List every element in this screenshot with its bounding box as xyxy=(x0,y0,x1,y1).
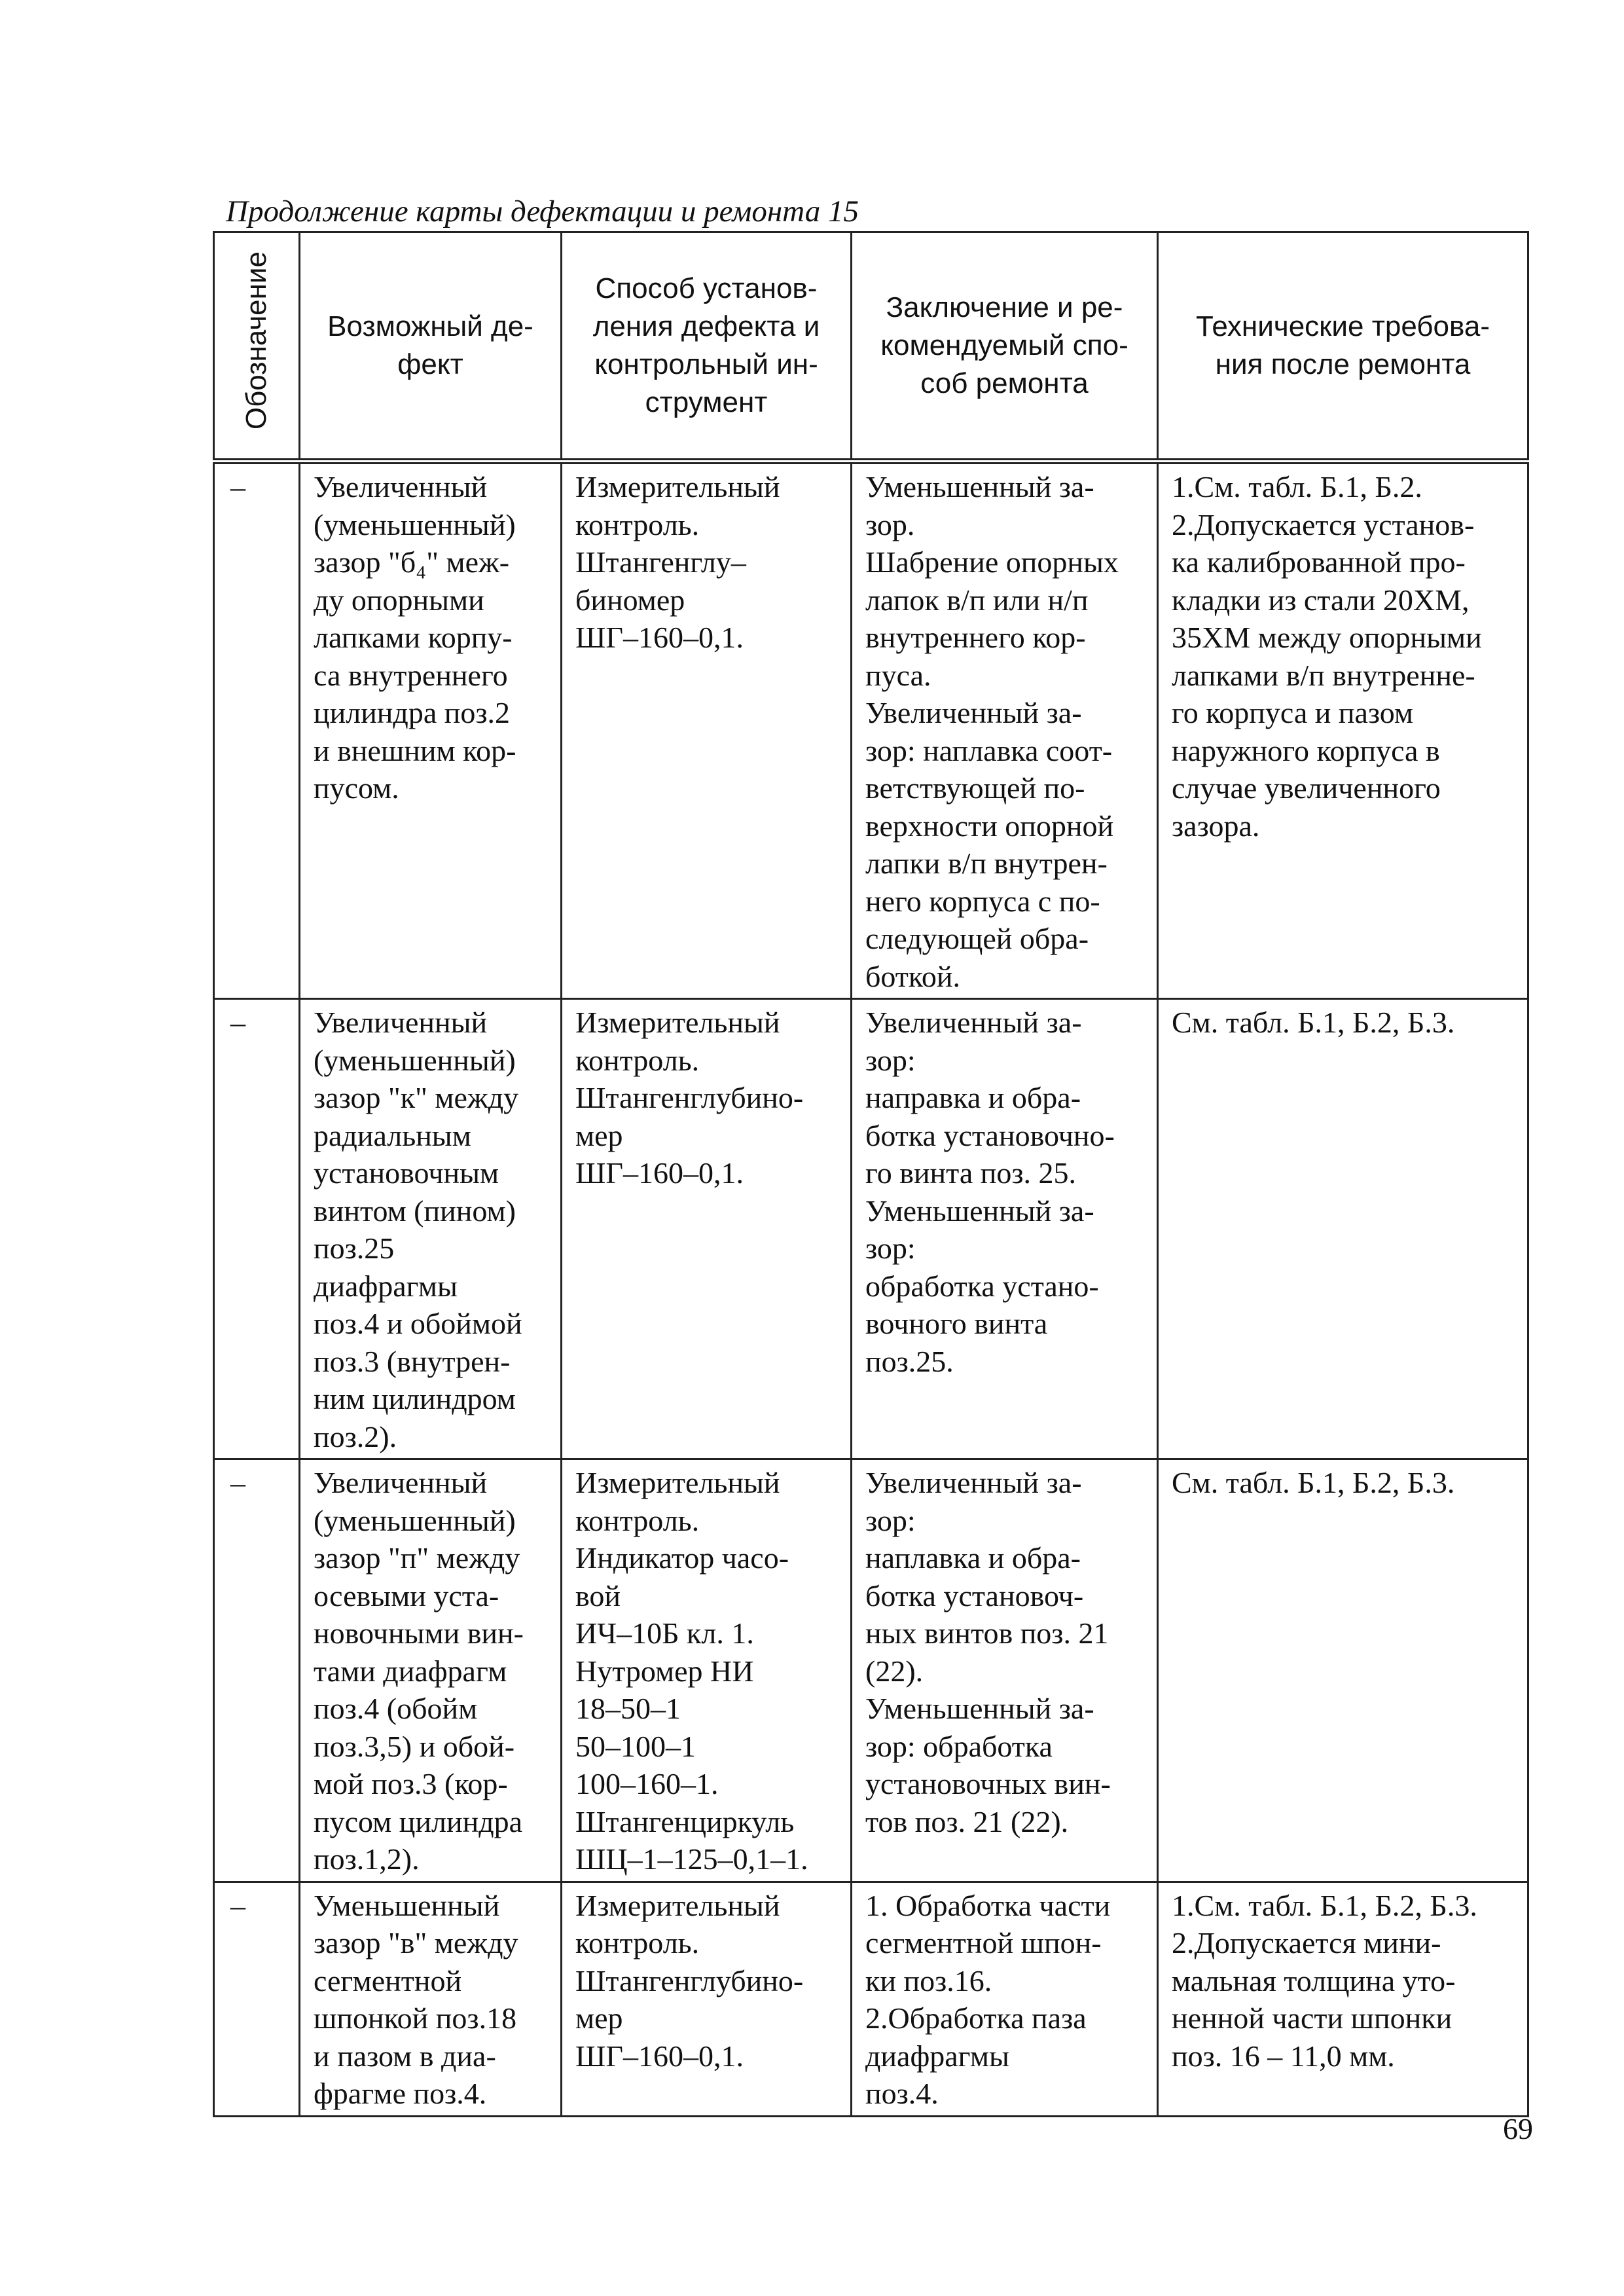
cell-defect xyxy=(300,999,562,1459)
cell-method xyxy=(562,1459,852,1882)
method-line: 18–50–1 xyxy=(575,1692,681,1725)
defect-line: Увеличенный xyxy=(314,1466,488,1499)
method-line: Измерительный xyxy=(575,1888,780,1922)
conclusion-line: ботка установоч- xyxy=(865,1578,1084,1613)
defect-line: поз.4 и обоймой xyxy=(314,1307,522,1340)
method-line: контроль. xyxy=(575,507,700,541)
table-row xyxy=(214,462,1528,999)
cell-conclusion xyxy=(852,999,1158,1459)
requirements-line: ка калиброванной про- xyxy=(1172,545,1466,579)
method-line: Измерительный xyxy=(575,1006,780,1039)
conclusion-line: зор. xyxy=(865,507,915,541)
conclusion-line: Увеличенный за- xyxy=(865,696,1082,729)
defect-line: поз.2). xyxy=(314,1419,397,1453)
defect-repair-table xyxy=(213,231,1529,2117)
conclusion-line: Увеличенный за- xyxy=(865,1466,1082,1499)
table-body xyxy=(214,462,1528,2117)
cell-defect xyxy=(300,462,562,999)
conclusion-line: верхности опорной xyxy=(865,809,1114,843)
requirements-line: мальная толщина уто- xyxy=(1172,1963,1456,1997)
cell-method xyxy=(562,999,852,1459)
header-defect: Возможный де- фект xyxy=(300,232,562,462)
conclusion-line: диафрагмы xyxy=(865,2039,1009,2073)
defect-line: пусом. xyxy=(314,771,399,805)
defect-line: (уменьшенный) xyxy=(314,507,516,541)
defect-line: цилиндра поз.2 xyxy=(314,696,511,729)
method-line: Измерительный xyxy=(575,470,780,503)
defect-line: Уменьшенный xyxy=(314,1888,500,1922)
header-method: Способ установ- ления дефекта и контрольный ин- струмент xyxy=(562,232,852,462)
conclusion-line: Увеличенный за- xyxy=(865,1006,1082,1039)
defect-line: тами диафрагм xyxy=(314,1654,507,1688)
defect-line: фрагме поз.4. xyxy=(314,2077,487,2110)
conclusion-line: вочного винта xyxy=(865,1307,1048,1340)
method-line: ШГ–160–0,1. xyxy=(575,1156,744,1190)
header-requirements: Технические требова- ния после ремонта xyxy=(1158,232,1528,462)
method-line: Нутромер НИ xyxy=(575,1654,754,1688)
defect-line: и пазом в диа- xyxy=(314,2039,496,2073)
conclusion-line: лапки в/п внутрен- xyxy=(865,847,1108,880)
method-line: вой xyxy=(575,1578,621,1613)
cell-requirements xyxy=(1158,1459,1528,1882)
defect-line: сегментной xyxy=(314,1963,462,1997)
table-caption: Продолжение карты дефектации и ремонта 15 xyxy=(226,194,859,228)
conclusion-line: зор: xyxy=(865,1503,916,1537)
requirements-line: 35ХМ между опорными xyxy=(1172,621,1482,654)
cell-defect xyxy=(300,1882,562,2116)
cell-defect xyxy=(300,1459,562,1882)
method-line: Индикатор часо- xyxy=(575,1541,789,1575)
conclusion-line: внутреннего кор- xyxy=(865,621,1086,654)
defect-line: новочными вин- xyxy=(314,1616,524,1650)
method-line: мер xyxy=(575,2001,623,2035)
method-line: 50–100–1 xyxy=(575,1729,696,1763)
table-row xyxy=(214,1882,1528,2116)
method-line: Измерительный xyxy=(575,1466,780,1499)
conclusion-line: лапок в/п или н/п xyxy=(865,583,1089,617)
header-designation-text: Обозначение xyxy=(240,251,272,430)
defect-line: поз.3,5) и обой- xyxy=(314,1729,515,1763)
method-line: Штангенглу– xyxy=(575,545,746,579)
cell-requirements xyxy=(1158,999,1528,1459)
designation-line: – xyxy=(230,1888,245,1922)
method-line: контроль. xyxy=(575,1043,700,1077)
cell-requirements xyxy=(1158,1882,1528,2116)
table-row xyxy=(214,1459,1528,1882)
defect-line: зазор "в" между xyxy=(314,1926,518,1959)
page-number: 69 xyxy=(1503,2112,1533,2145)
method-line: Штангенциркуль xyxy=(575,1804,795,1838)
requirements-line: го корпуса и пазом xyxy=(1172,696,1414,729)
designation-line: – xyxy=(230,1006,245,1039)
method-line: ШГ–160–0,1. xyxy=(575,621,744,654)
table-header-row xyxy=(214,232,1528,462)
conclusion-line: Уменьшенный за- xyxy=(865,1692,1094,1725)
conclusion-line: (22). xyxy=(865,1654,924,1688)
cell-designation xyxy=(214,1882,300,2116)
defect-line: Увеличенный xyxy=(314,470,488,503)
cell-method xyxy=(562,462,852,999)
method-line: контроль. xyxy=(575,1926,700,1959)
defect-line: ним цилиндром xyxy=(314,1382,516,1415)
method-line: биномер xyxy=(575,583,685,617)
requirements-line: ненной части шпонки xyxy=(1172,2001,1453,2035)
requirements-line: 1.См. табл. Б.1, Б.2, Б.3. xyxy=(1172,1888,1477,1922)
conclusion-line: пуса. xyxy=(865,658,931,692)
method-line: ШЦ–1–125–0,1–1. xyxy=(575,1842,808,1876)
defect-line: пусом цилиндра xyxy=(314,1804,523,1838)
conclusion-line: поз.25. xyxy=(865,1344,954,1378)
defect-line: (уменьшенный) xyxy=(314,1043,516,1077)
conclusion-line: Шабрение опорных xyxy=(865,545,1119,579)
method-line: мер xyxy=(575,1118,623,1152)
requirements-line: См. табл. Б.1, Б.2, Б.3. xyxy=(1172,1466,1455,1499)
defect-line: зазор "б₄" меж- xyxy=(314,545,510,579)
defect-line: поз.25 xyxy=(314,1231,395,1265)
conclusion-line: зор: наплавка соот- xyxy=(865,733,1113,767)
designation-line: – xyxy=(230,470,245,503)
conclusion-line: Уменьшенный за- xyxy=(865,470,1094,503)
cell-designation xyxy=(214,999,300,1459)
defect-line: мой поз.3 (кор- xyxy=(314,1767,508,1800)
conclusion-line: зор: xyxy=(865,1043,916,1077)
defect-line: Увеличенный xyxy=(314,1006,488,1039)
cell-conclusion xyxy=(852,1882,1158,2116)
method-line: Штангенглубино- xyxy=(575,1081,804,1114)
requirements-line: кладки из стали 20ХМ, xyxy=(1172,583,1470,617)
cell-conclusion xyxy=(852,1459,1158,1882)
conclusion-line: 1. Обработка части xyxy=(865,1888,1111,1922)
defect-line: диафрагмы xyxy=(314,1269,458,1303)
conclusion-line: ветствующей по- xyxy=(865,771,1085,805)
defect-line: зазор "п" между xyxy=(314,1541,520,1575)
method-line: ШГ–160–0,1. xyxy=(575,2039,744,2073)
defect-line: лапками корпу- xyxy=(314,621,513,654)
conclusion-line: 2.Обработка паза xyxy=(865,2001,1087,2035)
conclusion-line: направка и обра- xyxy=(865,1081,1081,1114)
header-designation xyxy=(214,232,300,462)
cell-designation xyxy=(214,462,300,999)
defect-line: поз.1,2). xyxy=(314,1842,420,1876)
defect-line: ду опорными xyxy=(314,583,484,617)
defect-line: шпонкой поз.18 xyxy=(314,2001,517,2035)
conclusion-line: зор: обработка xyxy=(865,1729,1053,1763)
conclusion-line: обработка устано- xyxy=(865,1269,1099,1303)
conclusion-line: ботка установочно- xyxy=(865,1118,1115,1152)
conclusion-line: тов поз. 21 (22). xyxy=(865,1804,1069,1838)
conclusion-line: наплавка и обра- xyxy=(865,1541,1081,1575)
requirements-line: случае увеличенного xyxy=(1172,771,1441,805)
requirements-line: наружного корпуса в xyxy=(1172,733,1440,767)
defect-line: поз.4 (обойм xyxy=(314,1692,478,1725)
cell-conclusion xyxy=(852,462,1158,999)
cell-method xyxy=(562,1882,852,2116)
method-line: контроль. xyxy=(575,1503,700,1537)
conclusion-line: го винта поз. 25. xyxy=(865,1156,1077,1190)
defect-line: установочным xyxy=(314,1156,499,1190)
defect-line: са внутреннего xyxy=(314,658,508,692)
defect-line: винтом (пином) xyxy=(314,1194,516,1228)
requirements-line: лапками в/п внутренне- xyxy=(1172,658,1475,692)
method-line: ИЧ–10Б кл. 1. xyxy=(575,1616,754,1650)
designation-line: – xyxy=(230,1466,245,1499)
requirements-line: 2.Допускается мини- xyxy=(1172,1926,1441,1959)
conclusion-line: Уменьшенный за- xyxy=(865,1194,1094,1228)
conclusion-line: сегментной шпон- xyxy=(865,1926,1102,1959)
requirements-line: 2.Допускается установ- xyxy=(1172,507,1475,541)
method-line: 100–160–1. xyxy=(575,1767,719,1800)
conclusion-line: ных винтов поз. 21 xyxy=(865,1616,1109,1650)
defect-line: и внешним кор- xyxy=(314,733,516,767)
cell-requirements xyxy=(1158,462,1528,999)
defect-line: радиальным xyxy=(314,1118,471,1152)
conclusion-line: ки поз.16. xyxy=(865,1963,992,1997)
conclusion-line: следующей обра- xyxy=(865,922,1089,955)
requirements-line: См. табл. Б.1, Б.2, Б.3. xyxy=(1172,1006,1455,1039)
table-row xyxy=(214,999,1528,1459)
header-conclusion: Заключение и ре- комендуемый спо- соб ремонта xyxy=(852,232,1158,462)
conclusion-line: зор: xyxy=(865,1231,916,1265)
requirements-line: 1.См. табл. Б.1, Б.2. xyxy=(1172,470,1422,503)
conclusion-line: него корпуса с по- xyxy=(865,884,1100,918)
conclusion-line: поз.4. xyxy=(865,2077,939,2110)
defect-line: осевыми уста- xyxy=(314,1578,499,1613)
requirements-line: зазора. xyxy=(1172,809,1260,843)
cell-designation xyxy=(214,1459,300,1882)
defect-line: (уменьшенный) xyxy=(314,1503,516,1537)
conclusion-line: установочных вин- xyxy=(865,1767,1111,1800)
requirements-line: поз. 16 – 11,0 мм. xyxy=(1172,2039,1395,2073)
defect-line: поз.3 (внутрен- xyxy=(314,1344,511,1378)
method-line: Штангенглубино- xyxy=(575,1963,804,1997)
conclusion-line: боткой. xyxy=(865,959,961,993)
defect-line: зазор "к" между xyxy=(314,1081,519,1114)
